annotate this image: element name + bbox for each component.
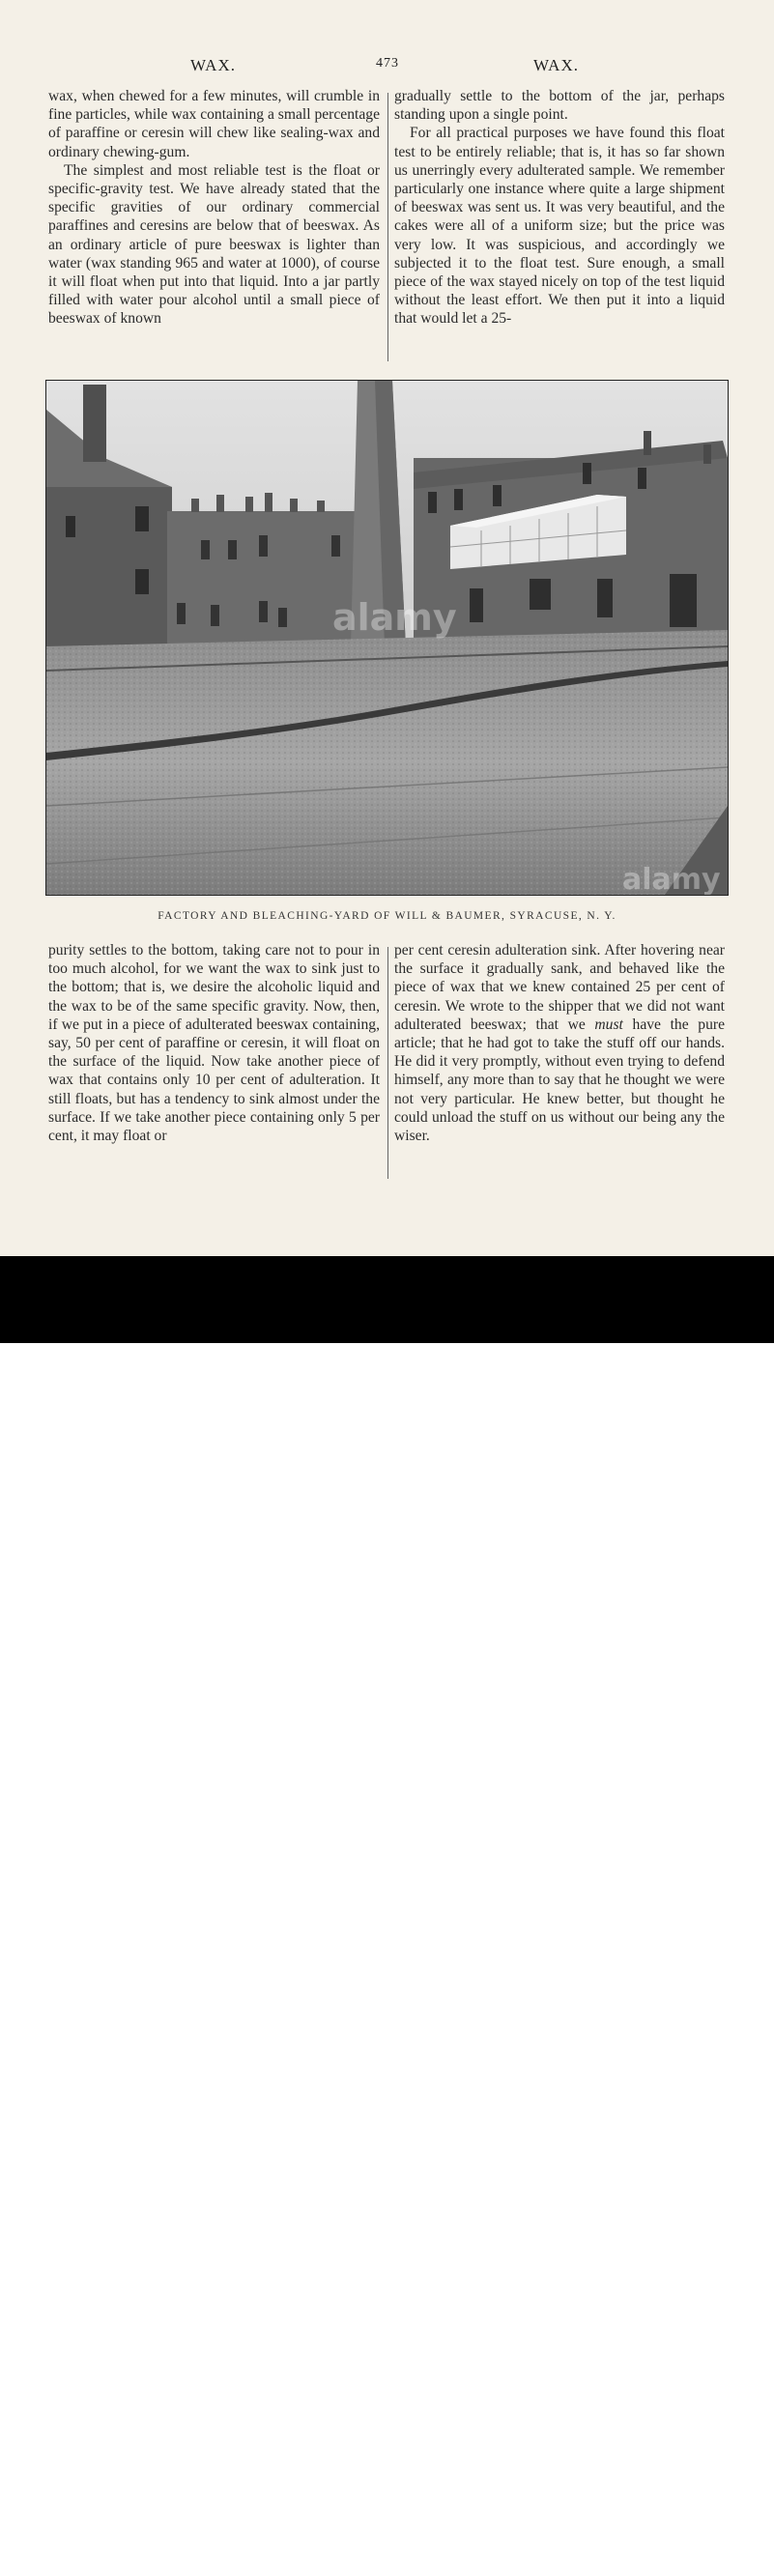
paragraph: For all practical purposes we have found this float test to be entirely reliable; that is, it has so far shown us unerringly every adulterated sample. We remember particularly one instance where quite a large shipment of beeswax was sent us. It was very beautiful, and the cakes were all of a uniform size; but the price was very low. It was suspicious, and accordingly we subjected it to the float test. Sure enough, a small piece of the wax stayed nicely on top of the test liquid without the least effort. We then put it into a liquid that would let a 25-	[394, 125, 725, 328]
brand-logo: alamy	[48, 2524, 187, 2573]
top-left-column	[48, 87, 380, 329]
watermark-logo: alamy	[332, 596, 457, 639]
text-run: per cent ceresin adulteration sink. After hovering near the surface it gradually sank, and behaved like the piece of wax that we knew contained 25 per cent of ceresin. We wrote to the shipper that we did not want adulterated beeswax; that we	[394, 942, 725, 1033]
watermark-corner: alamy	[622, 863, 721, 895]
paragraph: wax, when chewed for a few minutes, will crumble in fine particles, while wax containing a small percentage of paraffine or ceresin will chew like sealing-wax and ordinary chewing-gum.	[48, 88, 380, 160]
paragraph	[394, 941, 725, 1145]
running-header	[0, 56, 774, 79]
column-divider	[387, 947, 388, 1179]
bottom-left-column	[48, 941, 380, 1145]
site-link[interactable]: www.alamy.com	[594, 2557, 728, 2576]
paragraph: gradually settle to the bottom of the jar, perhaps standing upon a single point.	[394, 88, 725, 124]
paragraph: purity settles to the bottom, taking care not to pour in too much alcohol, for we want the wax to sink just to the bottom; that is, we desire the alcoholic liquid and the wax to be of the same specific gravity. Now, then, if we put in a piece of adulterated beeswax containing, say, 50 per cent of paraffine or ceresin, it will float on the surface of the liquid. Now take another piece of wax that contains only 10 per cent of adulteration. It still floats, but has a tendency to sink almost under the surface. If we take another piece containing only 5 per cent, it may float or	[48, 942, 380, 1145]
bottom-right-column	[394, 941, 725, 1145]
header-right-title: WAX.	[533, 56, 579, 74]
emphasis-text: must	[594, 1016, 623, 1033]
factory-photograph	[45, 380, 729, 896]
paragraph: The simplest and most reliable test is the float or specific-gravity test. We have already stated that the specific gravities of our ordinary commercial paraffines and ceresins are below that of beeswax. As an ordinary article of pure beeswax is lighter than water (wax standing 965 and water at 1000), of course it will float when put into that liquid. Into a jar partly filled with water pour alcohol until a small piece of beeswax of known	[48, 161, 380, 328]
text-run: have the pure article; that he had got to take the stuff off our hands. He did it very promptly, without even trying to defend himself, any more than to say that he thought we were not very particular. He knew better, but thought he could unload the stuff on us without our being any the wiser.	[394, 1016, 725, 1145]
header-left-title: WAX.	[190, 56, 236, 74]
stock-banner	[0, 1256, 774, 2576]
book-page	[0, 0, 774, 1256]
column-divider	[387, 93, 388, 361]
image-id: Image ID: H38K5M	[574, 2530, 728, 2549]
photo-caption: FACTORY AND BLEACHING-YARD OF WILL & BAUMER, SYRACUSE, N. Y.	[158, 910, 616, 922]
top-right-column	[394, 87, 725, 329]
page-number: 473	[376, 56, 399, 71]
